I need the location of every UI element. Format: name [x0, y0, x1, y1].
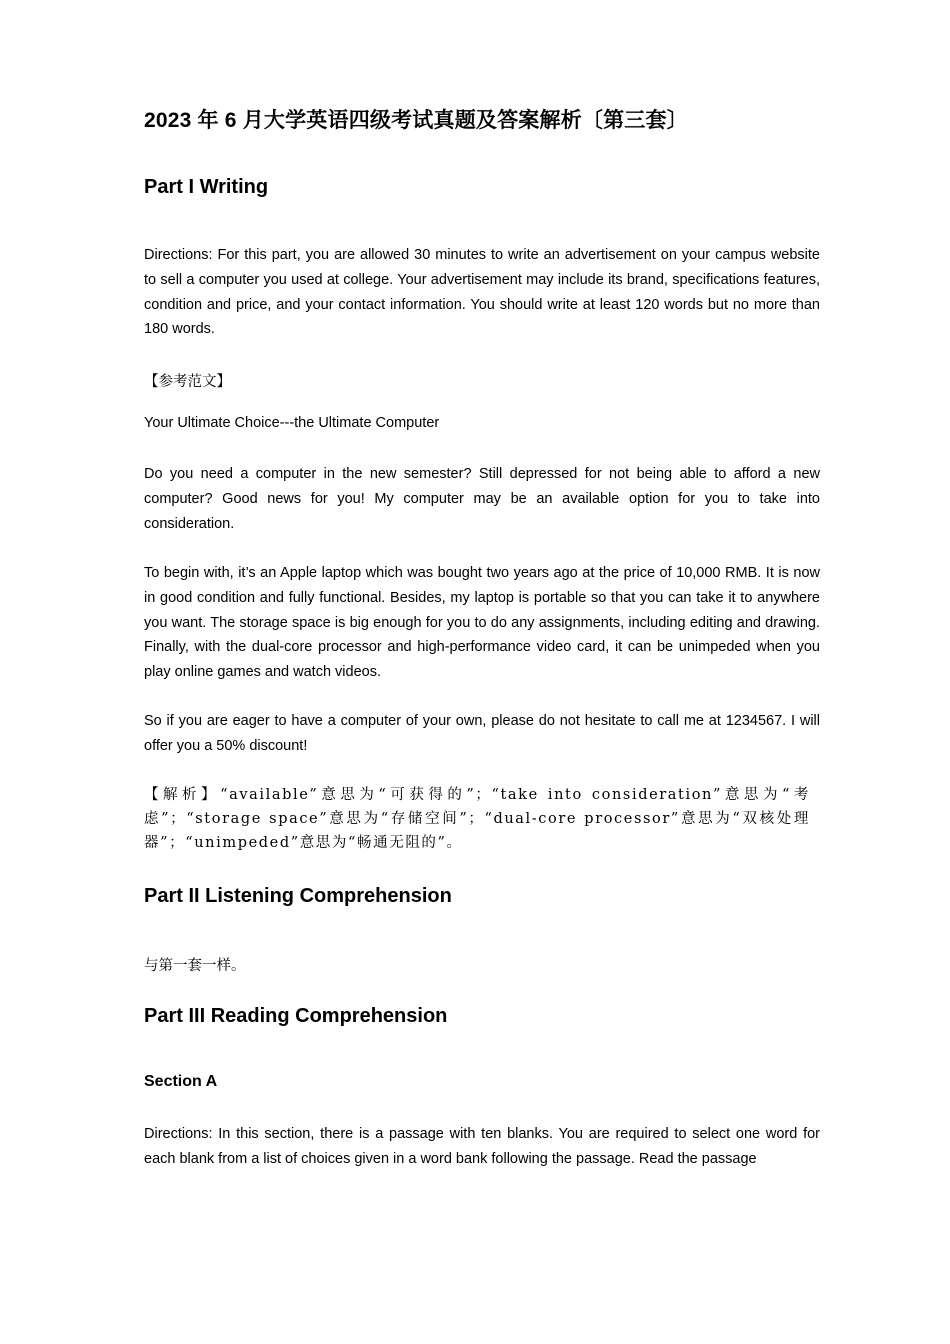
essay-paragraph-1: Do you need a computer in the new semester? Still depressed for not being able to afford a new computer? Good news for you! My computer may be an available option for you to take into consideration.	[144, 466, 820, 532]
part1-directions: Directions: For this part, you are allowed 30 minutes to write an advertisement on your campus website to sell a computer you used at college. Your advertisement may include its brand, specifications features, condition and price, and your contact information. You should write at least 120 words but no more than 180 words.	[144, 247, 820, 338]
part2-heading: Part II Listening Comprehension	[144, 885, 452, 907]
essay-title: Your Ultimate Choice---the Ultimate Computer	[144, 415, 440, 431]
essay-paragraph-2: To begin with, it’s an Apple laptop which was bought two years ago at the price of 10,000 RMB. It is now in good condition and fully functional. Besides, my laptop is portable so that you can take it to anywhere you want. The storage space is big enough for you to do any assignments, including editing and drawing. Finally, with the dual-core processor and high-performance video card, it can be unimpeded when you play online games and watch videos.	[144, 565, 820, 681]
section-a-heading: Section A	[144, 1073, 218, 1090]
part2-note: 与第一套一样。	[144, 958, 246, 974]
document-title: 2023 年 6 月大学英语四级考试真题及答案解析〔第三套〕	[144, 109, 688, 132]
part3-directions: Directions: In this section, there is a passage with ten blanks. You are required to select one word for each blank from a list of choices given in a word bank following the passage. Read the passage	[144, 1126, 820, 1167]
sample-essay-label: 【参考范文】	[144, 374, 231, 390]
essay-paragraph-3: So if you are eager to have a computer of your own, please do not hesitate to call me at 1234567. I will offer you a 50% discount!	[144, 713, 820, 754]
part1-heading: Part I Writing	[144, 176, 269, 198]
part3-heading: Part III Reading Comprehension	[144, 1005, 448, 1027]
analysis-paragraph: 【解析】“available”意思为“可获得的”；“take into consideration”意思为“考虑”；“storage space”意思为“存储空间”；“dual-core processor”意思为“双核处理器”；“unimpeded”意思为“畅通无阻的”。	[144, 787, 810, 851]
